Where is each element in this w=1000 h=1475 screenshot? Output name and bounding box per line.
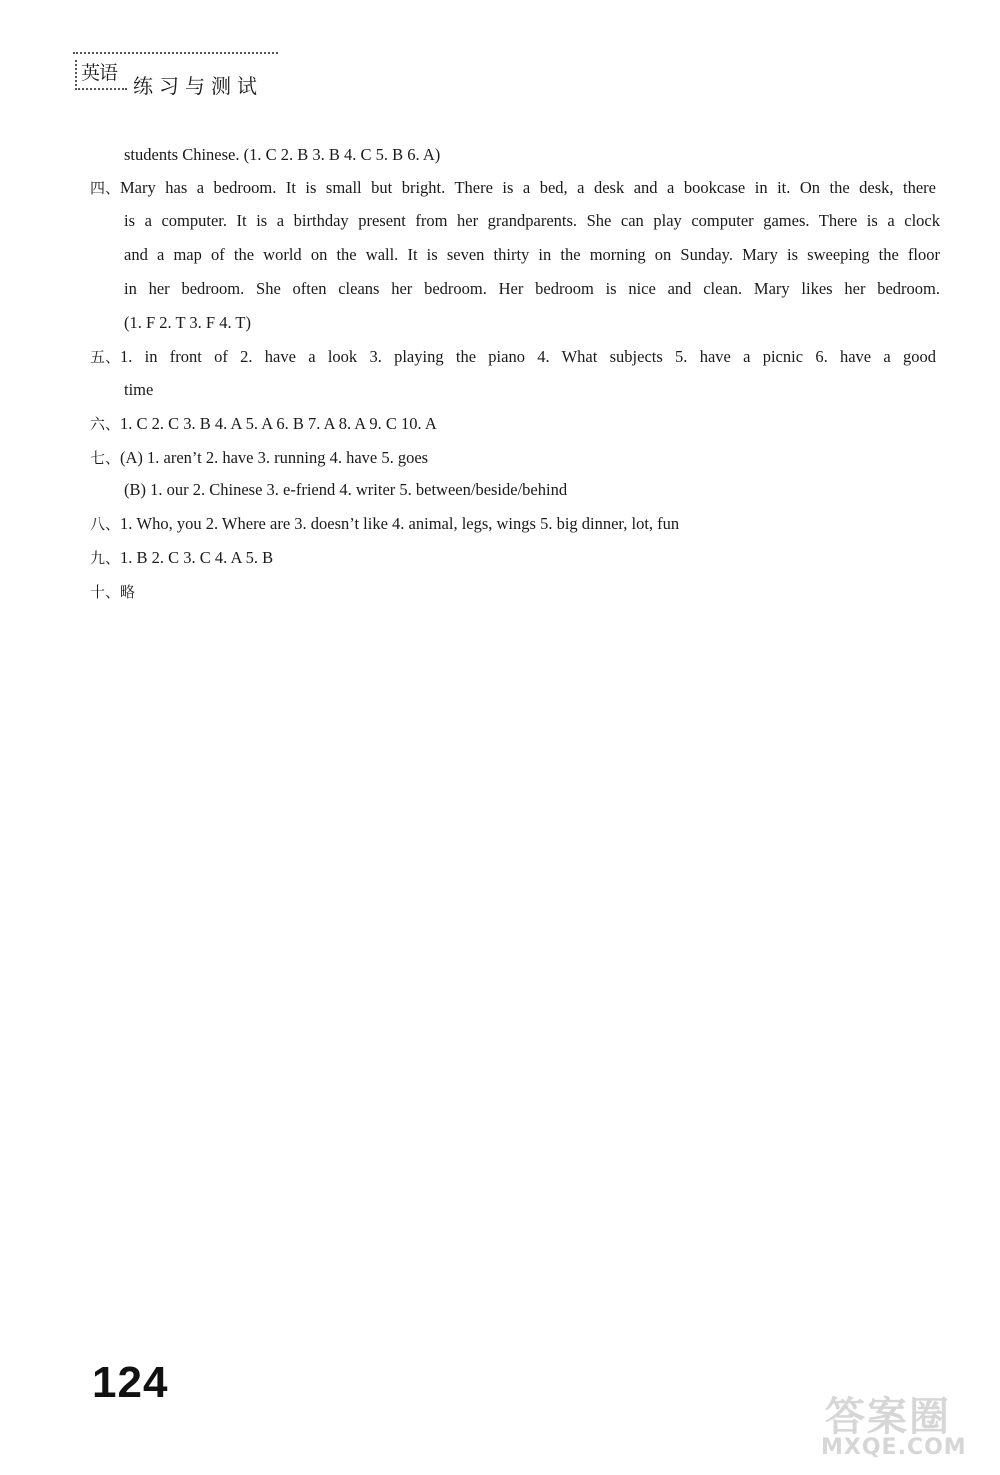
- section-6: 六、1. C 2. C 3. B 4. A 5. A 6. B 7. A 8. A 9. C 10. A: [90, 414, 437, 433]
- watermark-logo: [815, 1385, 990, 1465]
- section-3-continuation: students Chinese. (1. C 2. B 3. B 4. C 5. B 6. A): [124, 145, 441, 164]
- section-10: 十、略: [90, 583, 136, 601]
- section-10-marker: 十、: [90, 583, 121, 601]
- book-header: [73, 52, 278, 102]
- section-9-marker: 九、: [90, 549, 121, 567]
- watermark-domain: MXQE.COM: [821, 1435, 967, 1460]
- section-8: 八、1. Who, you 2. Where are 3. doesn’t like 4. animal, legs, wings 5. big dinner, lot, fun: [90, 514, 680, 533]
- section-4-answers: (1. F 2. T 3. F 4. T): [124, 313, 251, 332]
- section-7-a: 七、(A) 1. aren’t 2. have 3. running 4. have 5. goes: [90, 448, 429, 467]
- section-7-marker: 七、: [90, 449, 121, 467]
- section-7-b: (B) 1. our 2. Chinese 3. e-friend 4. writer 5. between/beside/behind: [124, 480, 568, 499]
- page-number: 124: [92, 1358, 169, 1407]
- section-4-line-2: is a computer. It is a birthday present from her grandparents. She can play computer games. There is a clock: [124, 211, 940, 230]
- section-4-line-3: and a map of the world on the wall. It is seven thirty in the morning on Sunday. Mary is sweeping the floor: [124, 245, 940, 264]
- section-9: 九、1. B 2. C 3. C 4. A 5. B: [90, 548, 274, 567]
- section-4-line-4: in her bedroom. She often cleans her bedroom. Her bedroom is nice and clean. Mary likes her bedroom.: [124, 279, 940, 298]
- section-6-marker: 六、: [90, 415, 121, 433]
- subject-label: 英语: [75, 60, 127, 90]
- section-8-marker: 八、: [90, 515, 121, 533]
- section-5-line-2: time: [124, 380, 154, 399]
- watermark-logo-text: 答案圈: [825, 1394, 951, 1440]
- header-dotted-rule: [73, 52, 278, 54]
- section-5-line-1: 五、1. in front of 2. have a look 3. playing the piano 4. What subjects 5. have a picnic 6. have a good: [90, 347, 937, 366]
- section-4-marker: 四、: [90, 179, 121, 197]
- section-5-marker: 五、: [90, 348, 121, 366]
- book-title: 练习与测试: [133, 74, 263, 98]
- section-4-line-1: 四、Mary has a bedroom. It is small but bright. There is a bed, a desk and a bookcase in it. On the desk, there: [90, 178, 937, 197]
